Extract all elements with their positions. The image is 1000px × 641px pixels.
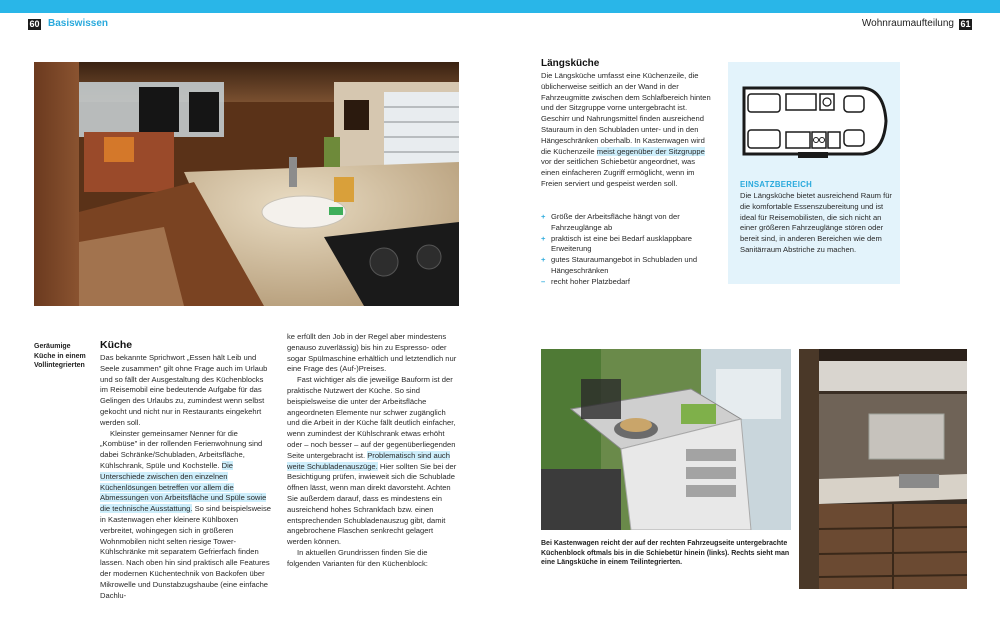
photo-caption: Bei Kastenwagen reicht der auf der rechten Fahrzeugseite untergebrachte Küchenblock oftmals bis in die Schiebetür hinein (links). Rechts sieht man eine Längsküche in einem Teilintegrierten. — [541, 540, 790, 567]
kueche-col2-highlight: Problematisch sind auch weite Schubladenauszüge. — [287, 450, 450, 471]
floor-plan-diagram — [738, 78, 890, 164]
right-section-title: Wohnraumaufteilung — [861, 18, 954, 29]
kastenwagen-kitchen-photo — [541, 349, 791, 530]
motorhome-interior-photo — [34, 62, 459, 306]
pros-cons-list — [541, 212, 716, 288]
kueche-column-2 — [287, 332, 459, 570]
kueche-col2-paragraph-2 — [287, 375, 459, 548]
left-section-title: Basiswissen — [48, 18, 109, 29]
teilintegrierter-kitchen-photo — [799, 349, 967, 589]
kitchen-photo-illustration — [34, 62, 459, 306]
right-page-number: 61 — [960, 19, 971, 29]
plus-icon: + — [541, 255, 546, 265]
kueche-paragraph-2 — [100, 429, 272, 602]
kastenwagen-illustration — [541, 349, 791, 530]
kueche-col2-paragraph-3: In aktuellen Grundrissen finden Sie die folgenden Varianten für den Küchenblock: — [287, 547, 428, 568]
kueche-p2-highlight: Die Unterschiede zwischen den einzelnen Küchenlösungen betreffen vor allem die Abmessungen von Arbeitsfläche und Spüle sowie die technische Ausstattung. — [100, 460, 267, 514]
laengskueche-highlight: meist gegenüber der Sitzgruppe — [596, 146, 705, 156]
teilintegrierter-illustration — [799, 349, 967, 589]
kueche-p2-text-b: So sind beispielsweise in Kastenwagen eher kleinere Kühlboxen verbreitet, wohingegen sich in größeren Wohnmobilen nicht selten riesige Tower-Kühlschränke mit separatem Gefrierfach finden lassen. Nach oben hin sind praktisch alle Features der modernen Küchentechnik von Backofen über Mikrowelle und Dunstabzugshaube (eine einfache Dachlu- — [100, 504, 271, 600]
kueche-column-1 — [100, 353, 272, 601]
laengskueche-heading: Längsküche — [541, 58, 600, 69]
kueche-col2-text-a: Fast wichtiger als die jeweilige Bauform ist der praktische Nutzwert der Küche. So sind beispielsweise die unter der Arbeitsfläche angeordneten Elemente nur schwer zugänglich und die Arbeit in der Küche fällt deutlich einfacher, wenn zumindest der Kühlschrank etwas erhöht oder – noch besser – auf der gegenüberliegenden Seite untergebracht ist. — [287, 375, 456, 460]
laengskueche-text — [541, 71, 714, 190]
kueche-paragraph-1: Das bekannte Sprichwort „Essen hält Leib und Seele zusammen" gilt ohne Frage auch im Urlaub und so fällt der Ausgestaltung des Küchenblocks im Reisemobil eine bedeutende Aufgabe für das Gelingen des Urlaubs zu, zumindest wenn selbst gekocht und nicht nur in Restaurants eingekehrt werden soll. — [100, 353, 268, 427]
side-photo-caption: Geräumige Küche in einem Vollintegrierten — [34, 343, 86, 369]
laengskueche-text-a: Die Längsküche umfasst eine Küchenzeile, die üblicherweise seitlich an der Wand in der Fahrzeugmitte zwischen dem Schlafbereich hinten und der Sitzgruppe vorne untergebracht ist. Geschirr und Nahrungsmittel finden ausreichend Stauraum in den Schubladen unter- und in den Hängeschränken oberhalb. In Kastenwagen wird die Küchenzeile — [541, 71, 711, 156]
laengskueche-text-b: vor der seitlichen Schiebetür angeordnet, was einen einfacheren Zugriff ermöglicht, wenn im Freien serviert und gespeist werden soll. — [541, 157, 696, 188]
left-page-number: 60 — [29, 19, 40, 29]
plus-icon: + — [541, 233, 546, 243]
einsatzbereich-text: Die Längsküche bietet ausreichend Raum für die komfortable Essenszubereitung und ist ideal für Reisemobilisten, die sich nicht an einer größeren Fahrzeuglänge stören oder bereit sind, in anderen Bereichen wie dem Sanitärraum Abstriche zu machen. — [740, 191, 892, 254]
pro-item: + praktisch ist eine bei Bedarf ausklappbare Erweiterung — [541, 233, 692, 254]
plus-icon: + — [541, 212, 546, 221]
pro-item: + Größe der Arbeitsfläche hängt von der Fahrzeuglänge ab — [541, 212, 680, 232]
kueche-p2-text-a: Kleinster gemeinsamer Nenner für die „Kombüse" in der rollenden Ferienwohnung sind dabei Schränke/Schubladen, Arbeitsfläche, Kühlschrank, Spüle und Kochstelle. — [100, 428, 263, 470]
einsatzbereich-heading: EINSATZBEREICH — [740, 180, 813, 189]
con-item: – recht hoher Platzbedarf — [541, 276, 630, 286]
pro-item: + gutes Stauraumangebot in Schubladen und Hängeschränken — [541, 255, 698, 275]
kueche-col2-text-b: Hier sollten Sie bei der Besichtigung prüfen, inwieweit sich die Schublade öffnen lässt, wenn man direkt davorsteht. Achten Sie außerdem darauf, dass es mindestens ein ausreichend hohes Schrankfach bzw. einen entsprechenden Schubladenauszug gibt, damit angebrochene Flaschen senkrecht gelagert werden können. — [287, 461, 457, 547]
floor-plan-icon — [738, 78, 890, 164]
kueche-col2-paragraph-1: ke erfüllt den Job in der Regel aber mindestens genauso zuverlässig) bis hin zu Espresso- oder sogar Spülmaschine erhältlich und letztendlich nur eine Frage des (Auf-)Preises. — [287, 332, 457, 374]
kueche-heading: Küche — [100, 339, 133, 351]
minus-icon: – — [541, 276, 546, 286]
top-accent-bar — [0, 0, 1000, 13]
